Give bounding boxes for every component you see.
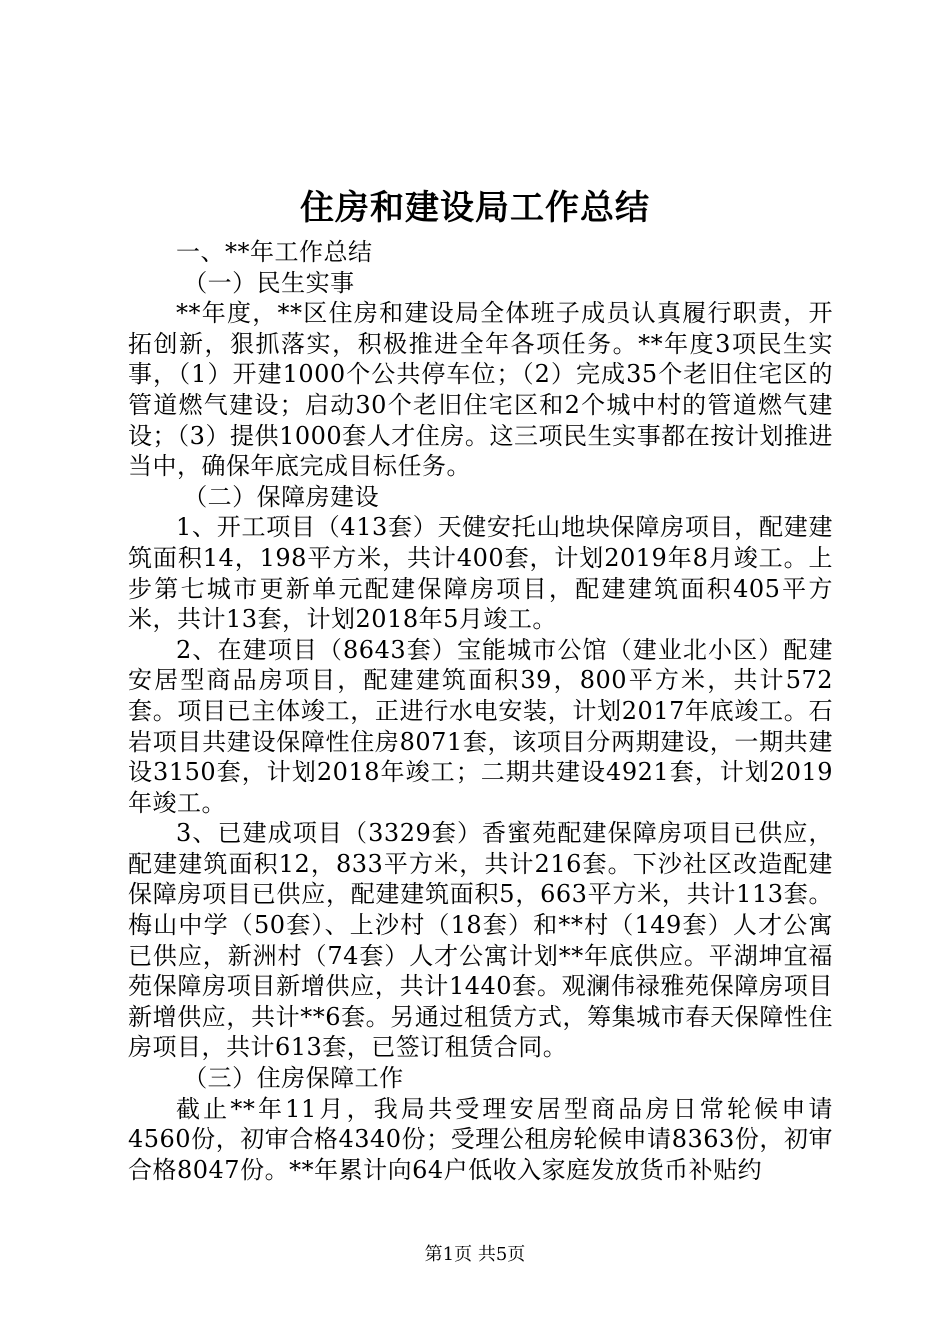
page-footer: 第1页 共5页 [424, 1244, 526, 1265]
subsection-heading-housing-security: （三）住房保障工作 [183, 1064, 404, 1093]
paragraph-started-projects: 1、开工项目（413套）天健安托山地块保障房项目，配建建筑面积14，198平方米，共计400套，计划2019年8月竣工。上步第七城市更新单元配建保障房项目，配建建筑面积405平方米，共计13套，计划2018年5月竣工。 [128, 513, 833, 634]
paragraph-housing-security: 截止**年11月，我局共受理安居型商品房日常轮候申请4560份，初审合格4340份；受理公租房轮候申请8363份，初审合格8047份。**年累计向64户低收入家庭发放货币补贴约 [128, 1094, 833, 1184]
subsection-heading-livelihood: （一）民生实事 [183, 268, 355, 297]
document-body [128, 237, 833, 1185]
paragraph-ongoing-projects: 2、在建项目（8643套）宝能城市公馆（建业北小区）配建安居型商品房项目，配建建筑面积39，800平方米，共计572套。项目已主体竣工，正进行水电安装，计划2017年底竣工。石岩项目共建设保障性住房8071套，该项目分两期建设，一期共建设3150套，计划2018年竣工；二期共建设4921套，计划2019年竣工。 [128, 635, 833, 817]
paragraph-completed-projects: 3、已建成项目（3329套）香蜜苑配建保障房项目已供应，配建建筑面积12，833平方米，共计216套。下沙社区改造配建保障房项目已供应，配建建筑面积5，663平方米，共计113套。梅山中学（50套）、上沙村（18套）和**村（149套）人才公寓已供应，新洲村（74套）人才公寓计划**年底供应。平湖坤宜福苑保障房项目新增供应，共计1440套。观澜伟禄雅苑保障房项目新增供应，共计**6套。另通过租赁方式，筹集城市春天保障性住房项目，共计613套，已签订租赁合同。 [128, 819, 833, 1062]
paragraph-livelihood: **年度，**区住房和建设局全体班子成员认真履行职责，开拓创新，狠抓落实，积极推进全年各项任务。**年度3项民生实事，（1）开建1000个公共停车位；（2）完成35个老旧住宅区的管道燃气建设；启动30个老旧住宅区和2个城中村的管道燃气建设；（3）提供1000套人才住房。这三项民生实事都在按计划推进当中，确保年底完成目标任务。 [128, 299, 833, 481]
subsection-heading-housing-construction: （二）保障房建设 [183, 482, 380, 511]
document-title: 住房和建设局工作总结 [300, 188, 650, 228]
section-heading-1: 一、**年工作总结 [176, 238, 373, 266]
